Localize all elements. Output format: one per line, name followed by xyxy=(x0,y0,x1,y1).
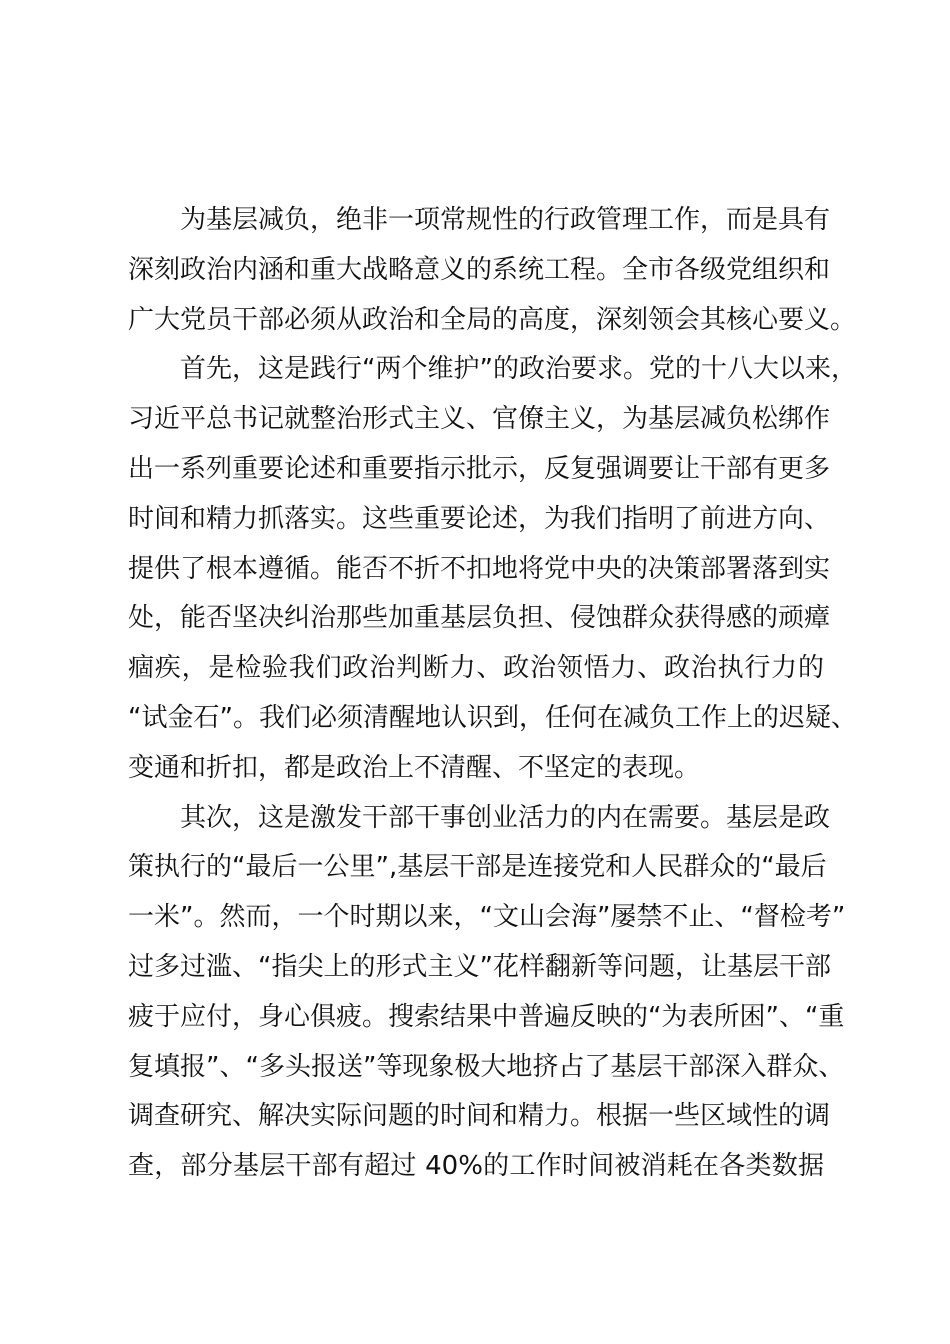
paragraph-line: 策执行的“最后一公里”,基层干部是连接党和人民群众的“最后 xyxy=(128,852,827,883)
document-body xyxy=(128,196,857,1192)
paragraph-line: 一米”。然而，一个时期以来，“文山会海”屡禁不止、“督检考” xyxy=(128,902,846,933)
paragraph-line: 其次，这是激发干部干事创业活力的内在需要。基层是政 xyxy=(180,802,831,833)
paragraph-line: 过多过滥、“指尖上的形式主义”花样翻新等问题，让基层干部 xyxy=(128,951,831,982)
paragraph-line: 痼疾，是检验我们政治判断力、政治领悟力、政治执行力的 xyxy=(128,653,824,684)
paragraph-line: 出一系列重要论述和重要指示批示，反复强调要让干部有更多 xyxy=(128,453,831,484)
paragraph-line: 处，能否坚决纠治那些加重基层负担、侵蚀群众获得感的顽瘴 xyxy=(128,603,831,634)
paragraph-line: 广大党员干部必须从政治和全局的高度，深刻领会其核心要义。 xyxy=(128,304,857,335)
paragraph-line: 查，部分基层干部有超过 40%的工作时间被消耗在各类数据 xyxy=(128,1151,824,1182)
paragraph-line: 时间和精力抓落实。这些重要论述，为我们指明了前进方向、 xyxy=(128,503,831,534)
paragraph-line: 深刻政治内涵和重大战略意义的系统工程。全市各级党组织和 xyxy=(128,254,831,285)
paragraph-line: 调查研究、解决实际问题的时间和精力。根据一些区域性的调 xyxy=(128,1101,831,1132)
paragraph-line: 变通和折扣，都是政治上不清醒、不坚定的表现。 xyxy=(128,752,701,783)
paragraph-line: 首先，这是践行“两个维护”的政治要求。党的十八大以来， xyxy=(180,354,857,385)
paragraph-line: “试金石”。我们必须清醒地认识到，任何在减负工作上的迟疑、 xyxy=(128,702,857,733)
paragraph-line: 习近平总书记就整治形式主义、官僚主义，为基层减负松绑作 xyxy=(128,404,831,435)
paragraph-line: 为基层减负，绝非一项常规性的行政管理工作，而是具有 xyxy=(180,205,831,235)
paragraph-line: 复填报”、“多头报送”等现象极大地挤占了基层干部深入群众、 xyxy=(128,1051,845,1082)
paragraph-line: 疲于应付，身心俱疲。搜索结果中普遍反映的“为表所困”、“重 xyxy=(128,1001,845,1032)
paragraph-line: 提供了根本遵循。能否不折不扣地将党中央的决策部署落到实 xyxy=(128,553,831,584)
